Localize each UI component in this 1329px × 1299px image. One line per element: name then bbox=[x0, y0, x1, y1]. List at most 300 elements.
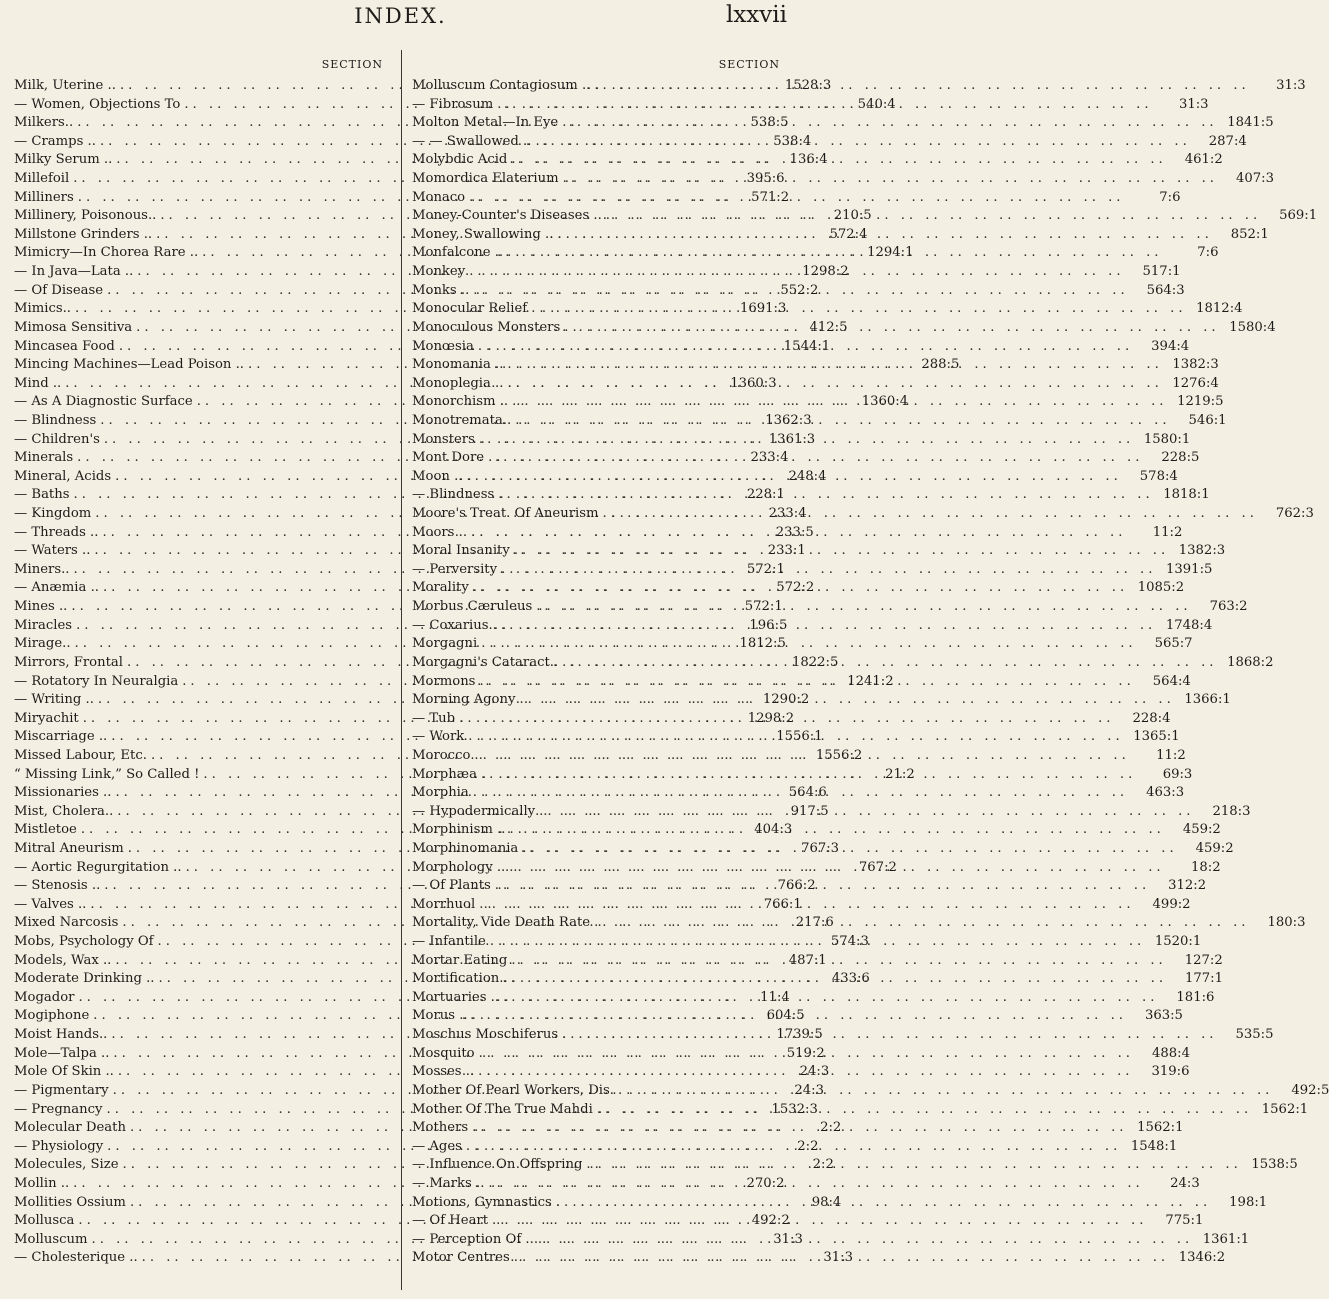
section-reference: 1562:1 bbox=[1137, 1120, 1184, 1136]
index-term: Mixed Narcosis bbox=[14, 915, 119, 931]
index-term: — Waters .. bbox=[14, 543, 91, 559]
section-reference: 1548:1 bbox=[1130, 1138, 1178, 1154]
section-reference: 1544:1 bbox=[783, 338, 831, 354]
index-term: Mines .. bbox=[14, 599, 68, 615]
section-reference: 1538:5 bbox=[1251, 1157, 1298, 1173]
section-reference: 1562:1 bbox=[1261, 1101, 1309, 1117]
index-term: — Blindness bbox=[14, 412, 97, 428]
index-term: Mincasea Food bbox=[14, 338, 115, 354]
index-term: — Physiology bbox=[14, 1138, 104, 1154]
section-reference: 198:1 bbox=[1229, 1194, 1268, 1210]
dot-leader bbox=[558, 655, 1221, 670]
dot-leader bbox=[497, 618, 1160, 633]
section-reference: 572:1 bbox=[746, 561, 785, 577]
index-term: — Hypodermically bbox=[412, 803, 536, 819]
index-term: Mollities Ossium bbox=[14, 1194, 126, 1210]
index-term: Monœsia bbox=[412, 338, 474, 354]
dot-leader bbox=[552, 1195, 1215, 1210]
index-term: Morgagni's Cataract.. bbox=[412, 654, 559, 670]
index-term: Miryachit bbox=[14, 710, 79, 726]
dot-leader bbox=[497, 562, 1160, 577]
index-term: Mole Of Skin .. bbox=[14, 1064, 114, 1080]
dot-leader bbox=[475, 432, 1138, 447]
section-reference: 1580:4 bbox=[1229, 319, 1276, 335]
section-reference: 492:5 bbox=[1291, 1082, 1329, 1098]
section-reference: 217:6 bbox=[795, 915, 834, 931]
dot-leader bbox=[494, 487, 1157, 502]
index-term: — Rotatory In Neuralgia bbox=[14, 673, 179, 689]
index-term: Mobs, Psychology Of bbox=[14, 934, 154, 950]
index-term: Mormons bbox=[412, 673, 476, 689]
index-term: — Pigmentary bbox=[14, 1082, 109, 1098]
section-reference: 604:5 bbox=[766, 1008, 805, 1024]
dot-leader bbox=[559, 171, 1222, 186]
index-term: — Influence On Offspring bbox=[412, 1157, 583, 1173]
section-reference: 852:1 bbox=[1230, 226, 1269, 242]
dot-leader bbox=[507, 953, 1170, 968]
dot-leader bbox=[499, 990, 1162, 1005]
index-entry bbox=[412, 171, 1274, 190]
index-entry bbox=[412, 487, 1210, 506]
section-reference: 767:2 bbox=[858, 859, 897, 875]
dot-leader bbox=[599, 506, 1262, 521]
page-title: INDEX. bbox=[354, 4, 447, 28]
index-term: Minerals bbox=[14, 450, 74, 466]
section-reference: 1691:3 bbox=[739, 301, 787, 317]
section-reference: 1361:1 bbox=[1202, 1231, 1250, 1247]
section-reference: 517:1 bbox=[1142, 264, 1181, 280]
section-reference: 463:3 bbox=[1146, 785, 1185, 801]
section-reference: 136:4 bbox=[789, 152, 828, 168]
dot-leader bbox=[531, 134, 1194, 149]
index-term: Mincing Machines—Lead Poison .. bbox=[14, 357, 244, 373]
index-term: Mollusca bbox=[14, 1213, 75, 1229]
section-reference: 233:1 bbox=[767, 543, 806, 559]
index-term: — Blindness bbox=[412, 487, 495, 503]
index-term: Molecules, Size bbox=[14, 1157, 119, 1173]
dot-leader bbox=[462, 469, 1125, 484]
section-reference: 69:3 bbox=[1162, 766, 1193, 782]
index-entry bbox=[412, 692, 1231, 711]
section-reference: 1382:3 bbox=[1178, 543, 1226, 559]
section-reference: 412:5 bbox=[809, 319, 848, 335]
dot-leader bbox=[510, 543, 1173, 558]
index-term: Milkers.. bbox=[14, 115, 74, 131]
index-term: Mother Of Pearl Workers, Dis. bbox=[412, 1082, 614, 1098]
index-term: Motions, Gymnastics bbox=[412, 1194, 552, 1210]
index-term: Money-Counter's Diseases .. bbox=[412, 208, 602, 224]
section-reference: 1528:3 bbox=[784, 78, 832, 93]
index-term: — Cholesterique .. bbox=[14, 1250, 138, 1266]
index-term: Monkey bbox=[412, 264, 466, 280]
section-reference: 1085:2 bbox=[1137, 580, 1185, 596]
section-reference: 1822:5 bbox=[791, 654, 839, 670]
dot-leader bbox=[462, 1139, 1125, 1154]
section-reference: 31:3 bbox=[773, 1231, 803, 1247]
index-term: Moors .. bbox=[412, 524, 468, 540]
page-number: lxxvii bbox=[725, 2, 787, 28]
dot-leader bbox=[474, 1064, 1137, 1079]
index-term: Monks .. bbox=[412, 282, 470, 298]
section-reference: 1362:3 bbox=[765, 412, 812, 428]
index-term: Motor Centres bbox=[412, 1250, 510, 1266]
index-term: — Writing .. bbox=[14, 692, 94, 708]
index-term: Mind .. bbox=[14, 375, 62, 391]
index-term: Mothers bbox=[412, 1120, 469, 1136]
section-reference: 181:6 bbox=[1176, 989, 1215, 1005]
section-reference: 218:3 bbox=[1212, 803, 1251, 819]
section-reference: 1739:5 bbox=[776, 1027, 823, 1043]
dot-leader bbox=[474, 339, 1137, 354]
index-term: — Baths bbox=[14, 487, 70, 503]
index-term: — Of Plants bbox=[412, 878, 491, 894]
section-reference: 24:3 bbox=[799, 1064, 830, 1080]
index-term: — Perversity bbox=[412, 561, 498, 577]
index-term: Monomania .. bbox=[412, 357, 504, 373]
section-reference: 228:4 bbox=[1132, 710, 1171, 726]
index-term: Mogador bbox=[14, 989, 75, 1005]
index-entry bbox=[412, 822, 1221, 841]
section-reference: 1580:1 bbox=[1143, 431, 1191, 447]
index-entry bbox=[412, 617, 1213, 637]
section-reference: 1556:2 bbox=[815, 747, 863, 763]
dot-leader bbox=[477, 767, 1140, 782]
section-reference: 564:6 bbox=[788, 785, 827, 801]
index-term: Moon .. bbox=[412, 468, 463, 484]
section-column-heading: SECTION bbox=[321, 58, 383, 71]
index-term: Monorchism .. bbox=[412, 394, 509, 410]
section-reference: 492:2 bbox=[751, 1213, 790, 1229]
index-term: — Women, Objections To bbox=[14, 96, 181, 112]
index-term: Mimics.. bbox=[14, 301, 71, 317]
dot-leader bbox=[470, 748, 1133, 763]
section-reference: 1841:5 bbox=[1227, 115, 1274, 131]
dot-leader bbox=[493, 97, 1156, 112]
index-term: Molluscum Contagiosum .. bbox=[412, 78, 591, 93]
section-reference: 1812:5 bbox=[739, 636, 786, 652]
index-term: Mimosa Sensitiva bbox=[14, 319, 133, 335]
index-entry bbox=[412, 599, 1248, 618]
index-term: Missed Labour, Etc. bbox=[14, 747, 147, 763]
index-term: Monotremata.. bbox=[412, 412, 512, 428]
dot-leader bbox=[510, 1250, 1173, 1265]
index-term: Morphæa bbox=[412, 766, 477, 782]
dot-leader bbox=[558, 115, 1221, 130]
index-term: Molybdic Acid bbox=[412, 152, 508, 168]
index-entry bbox=[412, 1008, 1183, 1027]
dot-leader bbox=[590, 915, 1253, 930]
index-term: — Of Heart bbox=[412, 1213, 489, 1229]
dot-leader bbox=[464, 729, 1127, 744]
index-term: — Stenosis .. bbox=[14, 878, 101, 894]
section-reference: 766:1 bbox=[763, 896, 802, 912]
index-term: Monaco bbox=[412, 189, 466, 205]
section-reference: 31:3 bbox=[1178, 96, 1209, 112]
section-reference: 196:5 bbox=[749, 617, 788, 633]
index-term: Milky Serum .. bbox=[14, 152, 113, 168]
index-term: Mosquito bbox=[412, 1045, 475, 1061]
section-reference: 2:2 bbox=[812, 1157, 834, 1173]
section-reference: 177:1 bbox=[1185, 971, 1224, 987]
index-term: — Aortic Regurgitation .. bbox=[14, 859, 182, 875]
dot-leader bbox=[486, 934, 1149, 949]
dot-leader bbox=[534, 1232, 1197, 1247]
dot-leader bbox=[508, 971, 1171, 986]
dot-leader bbox=[593, 1102, 1256, 1117]
index-term: Mistletoe bbox=[14, 822, 77, 838]
section-reference: 363:5 bbox=[1144, 1008, 1183, 1024]
index-term: Mortuaries .. bbox=[412, 989, 500, 1005]
section-reference: 762:3 bbox=[1275, 506, 1314, 522]
index-term: Millefoil bbox=[14, 171, 70, 187]
index-entry bbox=[412, 989, 1215, 1009]
index-entry bbox=[412, 450, 1200, 469]
index-term: — Threads .. bbox=[14, 524, 99, 540]
index-term: — Coxarius.. bbox=[412, 617, 497, 633]
index-term: Mogiphone bbox=[14, 1008, 90, 1024]
section-reference: 11:2 bbox=[1152, 524, 1183, 540]
index-term: Mosses .. bbox=[412, 1064, 475, 1080]
section-reference: 1556:1 bbox=[776, 729, 823, 745]
section-reference: 433:6 bbox=[831, 971, 870, 987]
index-term: Mother Of The True Mahdi bbox=[412, 1101, 593, 1117]
dot-leader bbox=[467, 525, 1130, 540]
dot-leader bbox=[518, 841, 1181, 856]
section-reference: 1520:1 bbox=[1154, 934, 1202, 950]
section-reference: 1532:3 bbox=[771, 1101, 818, 1117]
section-reference: 1366:1 bbox=[1184, 692, 1231, 708]
section-reference: 31:3 bbox=[1276, 78, 1306, 93]
dot-leader bbox=[468, 1120, 1131, 1135]
index-term: Mist, Cholera.. bbox=[14, 803, 114, 819]
index-term: Moore's Treat. Of Aneurism bbox=[412, 506, 599, 522]
section-reference: 1241:2 bbox=[847, 673, 894, 689]
section-reference: 459:2 bbox=[1182, 822, 1221, 838]
index-term: — Anæmia .. bbox=[14, 580, 99, 596]
index-term: Mirage.. bbox=[14, 636, 71, 652]
section-reference: 233:4 bbox=[750, 450, 789, 466]
section-reference: 538:5 bbox=[750, 115, 789, 131]
section-reference: 535:5 bbox=[1235, 1027, 1274, 1043]
section-reference: 228:5 bbox=[1161, 450, 1200, 466]
section-reference: 2:2 bbox=[797, 1138, 819, 1154]
section-reference: 24:3 bbox=[794, 1082, 824, 1098]
section-reference: 519:2 bbox=[786, 1045, 825, 1061]
index-term: — As A Diagnostic Surface bbox=[14, 394, 193, 410]
index-term: Monoplegia .. bbox=[412, 375, 504, 391]
section-reference: 459:2 bbox=[1195, 840, 1234, 856]
dot-leader bbox=[503, 245, 1166, 260]
index-entry bbox=[412, 561, 1213, 581]
dot-leader bbox=[532, 599, 1195, 614]
dot-leader bbox=[468, 1008, 1131, 1023]
section-reference: 564:4 bbox=[1152, 673, 1191, 689]
dot-leader bbox=[503, 357, 1166, 372]
section-reference: 564:3 bbox=[1146, 282, 1185, 298]
index-term: Morbus Cæruleus bbox=[412, 599, 533, 615]
dot-leader bbox=[477, 636, 1140, 651]
index-term: Molluscum bbox=[14, 1231, 88, 1247]
section-reference: 11:4 bbox=[760, 989, 790, 1005]
section-reference: 1818:1 bbox=[1163, 487, 1210, 503]
dot-leader bbox=[488, 1213, 1151, 1228]
section-reference: 18:2 bbox=[1190, 859, 1221, 875]
index-term: — Fibrosum bbox=[412, 96, 494, 112]
dot-leader bbox=[507, 152, 1170, 167]
dot-leader bbox=[465, 264, 1128, 279]
section-reference: 578:4 bbox=[1139, 468, 1178, 484]
index-term: Mont Dore bbox=[412, 450, 485, 466]
dot-leader bbox=[614, 1083, 1277, 1098]
index-entry bbox=[412, 1175, 1200, 1195]
section-reference: 394:4 bbox=[1151, 338, 1190, 354]
section-column-heading: SECTION bbox=[718, 58, 780, 71]
section-reference: 98:4 bbox=[811, 1194, 842, 1210]
dot-leader bbox=[469, 785, 1132, 800]
index-term: — Cramps .. bbox=[14, 133, 96, 149]
index-term: Miscarriage .. bbox=[14, 729, 108, 745]
index-term: Monocular Relief bbox=[412, 301, 528, 317]
index-term: Morality bbox=[412, 580, 469, 596]
index-entry bbox=[412, 375, 1219, 395]
index-entry bbox=[412, 636, 1193, 655]
index-term: Momordica Elaterium bbox=[412, 171, 559, 187]
index-term: Money, Swallowing .. bbox=[412, 226, 554, 242]
section-reference: 767:3 bbox=[801, 840, 840, 856]
index-entry bbox=[412, 1213, 1204, 1232]
section-reference: 1812:4 bbox=[1196, 301, 1243, 317]
index-term: Morning Agony bbox=[412, 692, 516, 708]
section-reference: 917:5 bbox=[790, 803, 829, 819]
section-reference: 233:4 bbox=[768, 506, 807, 522]
index-entry bbox=[412, 189, 1181, 209]
section-reference: 7:6 bbox=[1159, 189, 1181, 205]
section-reference: 1294:1 bbox=[867, 245, 914, 261]
dot-leader bbox=[469, 580, 1132, 595]
section-reference: 499:2 bbox=[1152, 896, 1191, 912]
index-term: — Kingdom bbox=[14, 506, 92, 522]
section-reference: 565:7 bbox=[1154, 636, 1193, 652]
index-term: Millinery, Poisonous.. bbox=[14, 208, 157, 224]
index-term: Mineral, Acids bbox=[14, 468, 112, 484]
section-reference: 572:4 bbox=[829, 226, 868, 242]
index-term: — In Java—Lata .. bbox=[14, 264, 134, 280]
section-reference: 7:6 bbox=[1197, 245, 1219, 261]
section-reference: 571:2 bbox=[751, 189, 790, 205]
running-head bbox=[0, 0, 801, 40]
section-reference: 404:3 bbox=[754, 822, 793, 838]
index-term: Morrhuol bbox=[412, 896, 476, 912]
section-reference: 228:1 bbox=[746, 487, 785, 503]
dot-leader bbox=[558, 1027, 1221, 1042]
section-reference: 1361:3 bbox=[768, 431, 816, 447]
dot-leader bbox=[582, 1157, 1245, 1172]
column-divider bbox=[401, 50, 402, 1290]
dot-leader bbox=[475, 1046, 1138, 1061]
section-reference: 319:6 bbox=[1151, 1064, 1190, 1080]
section-reference: 1360:3 bbox=[730, 375, 777, 391]
index-term: Moist Hands.. bbox=[14, 1027, 108, 1043]
section-reference: 233:5 bbox=[775, 524, 814, 540]
index-term: Morphology .. bbox=[412, 859, 506, 875]
index-term: Moderate Drinking .. bbox=[14, 971, 155, 987]
index-term: Monsters bbox=[412, 431, 475, 447]
index-entry bbox=[412, 301, 1243, 320]
section-reference: 1276:4 bbox=[1172, 375, 1219, 391]
dot-leader bbox=[491, 878, 1154, 893]
index-term: Mollin .. bbox=[14, 1175, 70, 1191]
section-reference: 775:1 bbox=[1165, 1213, 1204, 1229]
section-reference: 538:4 bbox=[773, 133, 812, 149]
dot-leader bbox=[455, 711, 1118, 726]
index-term: Morgagni bbox=[412, 636, 478, 652]
index-term: Molton Metal—In Eye bbox=[412, 115, 559, 131]
index-term: Mole—Talpa .. bbox=[14, 1045, 110, 1061]
section-reference: 488:4 bbox=[1151, 1045, 1190, 1061]
index-term: — Ages bbox=[412, 1138, 462, 1154]
section-reference: 24:3 bbox=[1170, 1175, 1200, 1191]
section-reference: 1748:4 bbox=[1165, 617, 1213, 633]
dot-leader bbox=[505, 822, 1168, 837]
section-reference: 546:1 bbox=[1188, 412, 1227, 428]
index-term: Millstone Grinders .. bbox=[14, 226, 153, 242]
dot-leader bbox=[469, 283, 1132, 298]
section-reference: 2:2 bbox=[820, 1120, 842, 1136]
index-term: — Of Disease bbox=[14, 282, 104, 298]
index-term: Molecular Death bbox=[14, 1120, 126, 1136]
index-entry bbox=[412, 115, 1274, 134]
dot-leader bbox=[503, 376, 1166, 391]
index-term: Milk, Uterine .. bbox=[14, 78, 116, 93]
index-term: Morus .. bbox=[412, 1008, 468, 1024]
section-reference: 395:6 bbox=[746, 171, 785, 187]
index-term: Mortification.. bbox=[412, 971, 508, 987]
index-term: Morphinism .. bbox=[412, 822, 506, 838]
section-reference: 407:3 bbox=[1235, 171, 1274, 187]
index-term: — Marks .. bbox=[412, 1175, 485, 1191]
index-term: Monoculous Monsters bbox=[412, 319, 561, 335]
index-entry bbox=[412, 710, 1171, 730]
section-reference: 180:3 bbox=[1267, 915, 1306, 931]
dot-leader bbox=[465, 190, 1128, 205]
index-term: — Pregnancy bbox=[14, 1101, 103, 1117]
index-term: Moral Insanity bbox=[412, 543, 510, 559]
index-term: Mimicry—In Chorea Rare .. bbox=[14, 245, 199, 261]
section-reference: 487:1 bbox=[788, 952, 827, 968]
index-term: — Valves .. bbox=[14, 896, 87, 912]
section-reference: 288:5 bbox=[921, 357, 960, 373]
index-term: — Tub bbox=[412, 710, 456, 726]
index-term: Milliners bbox=[14, 189, 74, 205]
dot-leader bbox=[590, 78, 1253, 93]
index-term: Mirrors, Frontal bbox=[14, 654, 123, 670]
section-reference: 210:5 bbox=[833, 208, 872, 224]
index-term: — Perception Of .. bbox=[412, 1231, 534, 1247]
index-term: — Children's bbox=[14, 431, 100, 447]
section-reference: 766:2 bbox=[777, 878, 816, 894]
index-term: Morphinomania bbox=[412, 840, 519, 856]
dot-leader bbox=[508, 394, 1171, 409]
section-reference: 1365:1 bbox=[1133, 729, 1180, 745]
section-reference: 569:1 bbox=[1279, 208, 1318, 224]
index-entry bbox=[412, 896, 1191, 916]
section-reference: 1290:2 bbox=[762, 692, 810, 708]
dot-leader bbox=[527, 301, 1190, 316]
dot-leader bbox=[511, 413, 1174, 428]
dot-leader bbox=[475, 897, 1138, 912]
index-term: Miracles bbox=[14, 617, 73, 633]
dot-leader bbox=[535, 804, 1198, 819]
